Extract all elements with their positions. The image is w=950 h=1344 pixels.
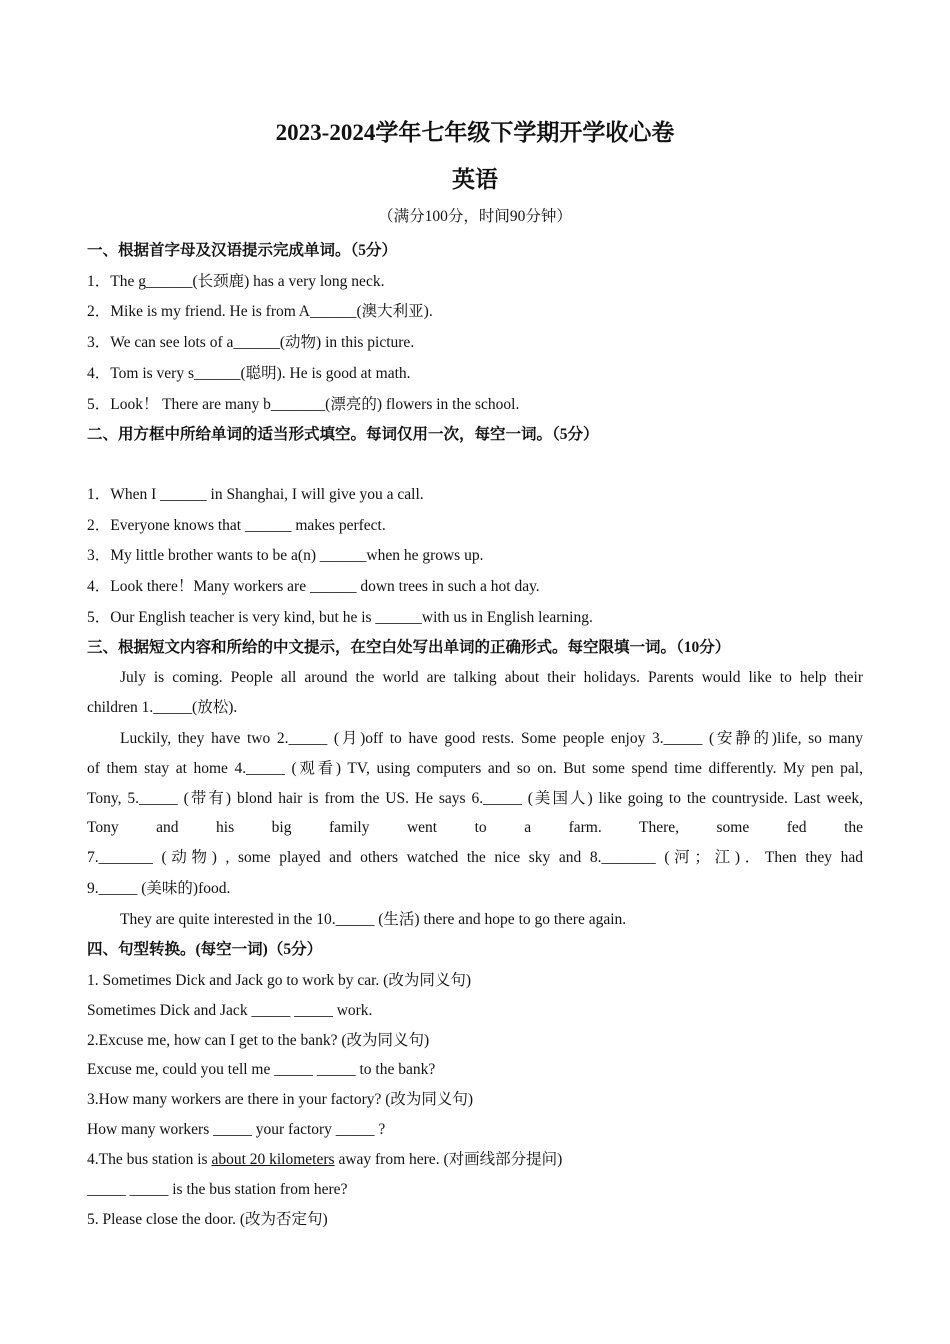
q4-underlined-phrase: about 20 kilometers bbox=[211, 1151, 335, 1168]
section-3-heading: 三、根据短文内容和所给的中文提示，在空白处写出单词的正确形式。每空限填一词。（10分） bbox=[87, 639, 731, 656]
section-4-answer-2: Excuse me, could you tell me _____ _____ to the bank? bbox=[87, 1061, 436, 1078]
section-2-heading: 二、用方框中所给单词的适当形式填空。每词仅用一次，每空一词。（5分） bbox=[87, 426, 599, 443]
section-4-question-5: 5. Please close the door. (改为否定句) bbox=[87, 1211, 328, 1228]
section-1-item-5: 5．Look！ There are many b_______(漂亮的) flowers in the school. bbox=[87, 396, 520, 413]
section-4-answer-1: Sometimes Dick and Jack _____ _____ work. bbox=[87, 1002, 373, 1019]
passage-line-4: of them stay at home 4._____ (观看) TV, using computers and so on. But some spend time differently. My pen pal, bbox=[87, 760, 863, 777]
section-1-item-2: 2．Mike is my friend. He is from A______(澳大利亚). bbox=[87, 303, 433, 320]
passage-line-8: 9._____ (美味的)food. bbox=[87, 880, 231, 897]
section-1-item-1: 1．The g______(长颈鹿) has a very long neck. bbox=[87, 273, 385, 290]
section-2-item-1: 1．When I ______ in Shanghai, I will give you a call. bbox=[87, 486, 424, 503]
section-2-item-2: 2．Everyone knows that ______ makes perfect. bbox=[87, 517, 386, 534]
section-1-heading: 一、根据首字母及汉语提示完成单词。（5分） bbox=[87, 242, 398, 259]
exam-score-time-note: （满分100分，时间90分钟） bbox=[378, 208, 572, 225]
section-1-item-3: 3．We can see lots of a______(动物) in this picture. bbox=[87, 334, 415, 351]
passage-line-3: Luckily, they have two 2._____ (月)off to have good rests. Some people enjoy 3._____ (安静的)life, so many bbox=[120, 730, 863, 747]
section-2-item-3: 3．My little brother wants to be a(n) ______when he grows up. bbox=[87, 547, 484, 564]
passage-line-1: July is coming. People all around the world are talking about their holidays. Parents would like to help their bbox=[120, 669, 863, 686]
exam-title: 2023-2024学年七年级下学期开学收心卷 bbox=[275, 120, 675, 145]
q4-text-before: 4.The bus station is bbox=[87, 1151, 212, 1168]
section-4-answer-3: How many workers _____ your factory _____ ? bbox=[87, 1121, 386, 1138]
passage-line-5: Tony, 5._____ (带有) blond hair is from the US. He says 6._____ (美国人) like going to the countryside. Last week, bbox=[87, 790, 863, 807]
section-4-question-4 bbox=[87, 1150, 562, 1170]
section-1-item-4: 4．Tom is very s______(聪明). He is good at math. bbox=[87, 365, 411, 382]
passage-line-7: 7._______ (动物) , some played and others watched the nice sky and 8._______ (河；江)．Then they had bbox=[87, 849, 863, 866]
exam-subject: 英语 bbox=[452, 167, 498, 192]
passage-line-2: children 1._____(放松). bbox=[87, 699, 238, 716]
section-4-question-1: 1. Sometimes Dick and Jack go to work by car. (改为同义句) bbox=[87, 972, 471, 989]
q4-text-after: away from here. (对画线部分提问) bbox=[334, 1151, 563, 1168]
section-4-heading: 四、句型转换。(每空一词)（5分） bbox=[87, 941, 323, 958]
passage-line-6: Tony and his big family went to a farm. There, some fed the bbox=[87, 819, 863, 836]
section-4-question-2: 2.Excuse me, how can I get to the bank? (改为同义句) bbox=[87, 1032, 430, 1049]
passage-line-9: They are quite interested in the 10._____ (生活) there and hope to go there again. bbox=[120, 911, 627, 928]
section-2-item-4: 4．Look there！Many workers are ______ down trees in such a hot day. bbox=[87, 578, 540, 595]
section-4-question-3: 3.How many workers are there in your factory? (改为同义句) bbox=[87, 1091, 474, 1108]
section-4-answer-4: _____ _____ is the bus station from here? bbox=[87, 1181, 348, 1198]
section-2-item-5: 5．Our English teacher is very kind, but he is ______with us in English learning. bbox=[87, 609, 593, 626]
